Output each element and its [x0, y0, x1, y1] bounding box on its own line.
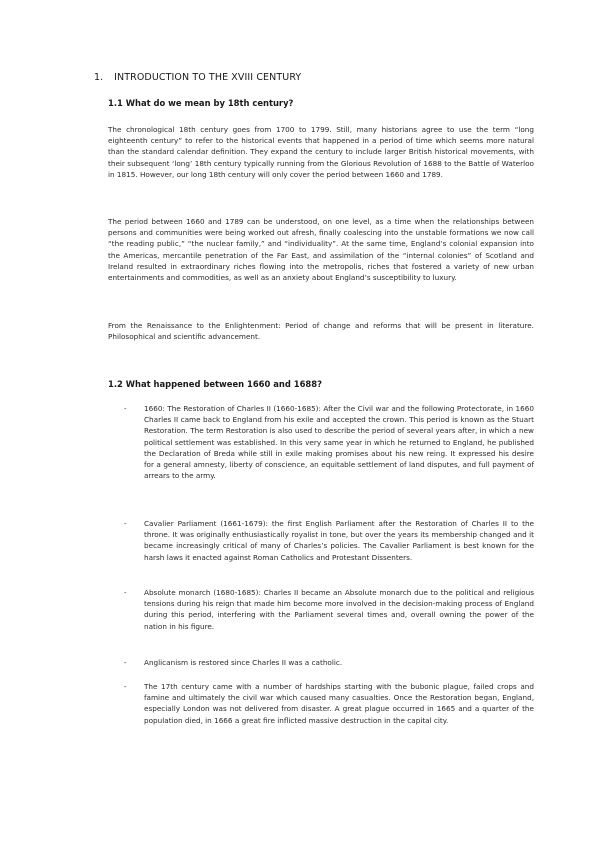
list-item-anglicanism: Anglicanism is restored since Charles II was a catholic. [144, 658, 343, 667]
paragraph-1: The chronological 18th century goes from 1700 to 1799. Still, many historians agree to use the term “long eighteenth century” to refer to the historical events that happened in a period of time which seems more natural than the standard calendar definition. They expand the century to include larger British historical movements, with their subsequent ‘long’ 18th century typically running from the Glorious Revolution of 1688 to the Battle of Waterloo in 1815. However, our long 18th century will only cover the period between 1660 and 1789. [108, 125, 534, 179]
paragraph-2: The period between 1660 and 1789 can be understood, on one level, as a time when the relationships between persons and communities were being worked out afresh, finally coalescing into the unstable formations we now call “the reading public,” “the nuclear family,” and “individuality”. At the same time, England’s colonial expansion into the Americas, mercantile penetration of the Far East, and assimilation of the “internal colonies” of Scotland and Ireland resulted in extraordinary riches flowing into the metropolis, riches that fostered a variety of new urban entertainments and commodities, as well as an anxiety about England’s susceptibility to luxury. [108, 217, 534, 283]
bullet-dash: - [124, 588, 127, 597]
section-number: 1. [94, 72, 104, 83]
list-item-absolute-monarch: Absolute monarch (1680-1685): Charles II became an Absolute monarch due to the political and religious tensions during his reign that made him become more involved in the decision-making process of England during this period, interfering with the Parliament several times and, overall owning the power of the nation in his figure. [144, 588, 534, 631]
bullet-dash: - [124, 519, 127, 528]
bullet-dash: - [124, 682, 127, 691]
list-item-restoration: 1660: The Restoration of Charles II (1660-1685): After the Civil war and the following Protectorate, in 1660 Charles II came back to England from his exile and accepted the crown. This period is known as the Stuart Restoration. The term Restoration is also used to describe the period of several years after, in which a new political settlement was established. In this very same year in which he returned to England, he published the Declaration of Breda while still in exile making promises about his new reing. It expressed his desire for a general amnesty, liberty of conscience, an equitable settlement of land disputes, and full payment of arrears to the army. [144, 404, 534, 481]
bullet-dash: - [124, 404, 127, 413]
subsection-2-title: 1.2 What happened between 1660 and 1688? [108, 379, 322, 389]
section-heading [94, 72, 301, 83]
paragraph-3: From the Renaissance to the Enlightenment: Period of change and reforms that will be present in literature. Philosophical and scientific advancement. [108, 321, 534, 342]
section-title: INTRODUCTION TO THE XVIII CENTURY [114, 72, 302, 83]
bullet-dash: - [124, 658, 127, 667]
list-item-hardships: The 17th century came with a number of hardships starting with the bubonic plague, failed crops and famine and ultimately the civil war which caused many casualties. Once the Restoration began, England, especially London was not delivered from disaster. A great plague occurred in 1665 and a quarter of the population died, in 1666 a great fire inflicted massive destruction in the capital city. [144, 682, 534, 725]
list-item-cavalier-parliament: Cavalier Parliament (1661-1679): the first English Parliament after the Restoration of Charles II to the throne. It was originally enthusiastically royalist in tone, but over the years its membership changed and it became increasingly critical of many of Charles’s policies. The Cavalier Parliament is best known for the harsh laws it enacted against Roman Catholics and Protestant Dissenters. [144, 519, 534, 562]
subsection-1-title: 1.1 What do we mean by 18th century? [108, 98, 294, 108]
